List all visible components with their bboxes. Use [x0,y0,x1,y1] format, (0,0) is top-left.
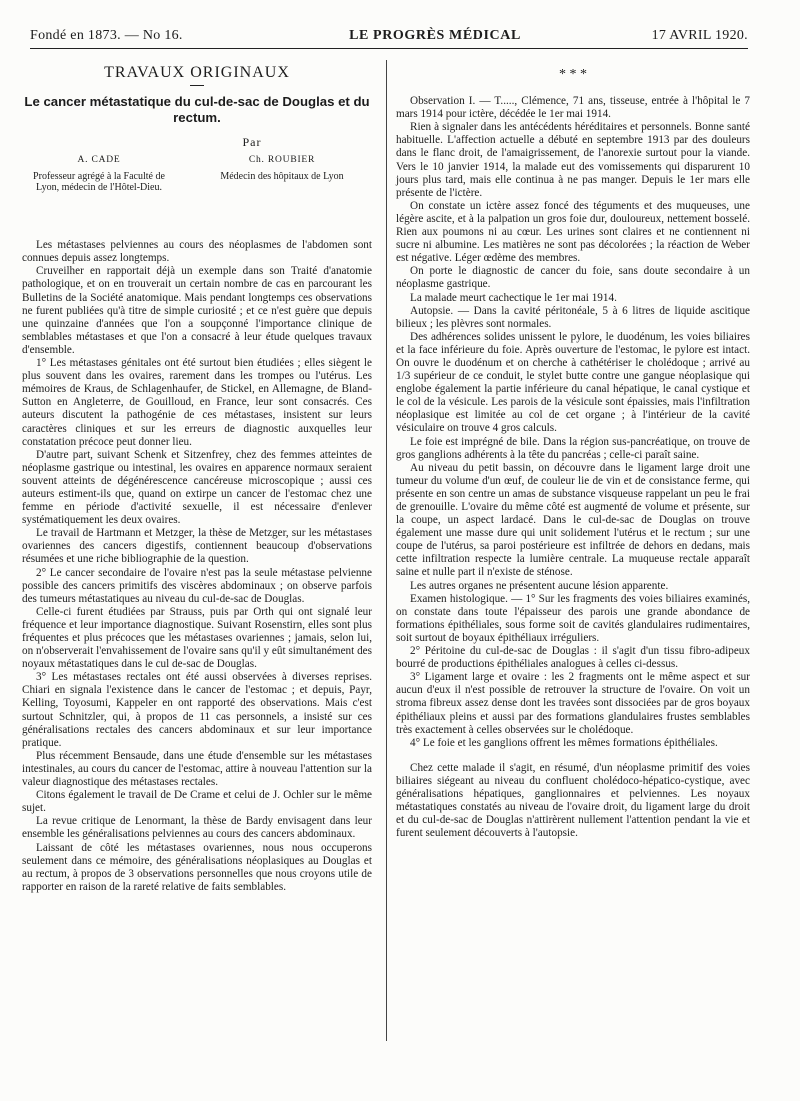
paragraph: Autopsie. — Dans la cavité péritonéale, 5 à 6 litres de liquide ascitique bilieux ; les plèvres sont normales. [396,304,750,330]
paragraph: Les métastases pelviennes au cours des néoplasmes de l'abdomen sont connues depuis assez longtemps. [22,239,372,265]
byline-par: Par [242,135,262,150]
paragraph: Examen histologique. — 1° Sur les fragments des voies biliaires examinés, on constate dans toute l'épaisseur des parois une grande abondance de formations épithéliales, sous forme soit de cavités glandulaires rudimentaires, soit surtout de boyaux épithéliaux irréguliers. [396,592,750,644]
paragraph: 3° Ligament large et ovaire : les 2 fragments ont le même aspect et sur aucun d'eux il n'est possible de retrouver la structure de l'ovaire. On voit un stroma fibreux assez dense dont les travées sont dissociées par de gros boyaux épithéliaux pleins et aussi par des formations glandulaires frustes semblables très exactement à celles observées sur le cholédoque. [396,671,750,736]
paragraph: D'autre part, suivant Schenk et Sitzenfrey, chez des femmes atteintes de néoplasme gastrique ou intestinal, les ovaires en apparence normaux seraient souvent atteints de dégénérescence cancéreuse microscopique ; aussi ces auteurs estiment-ils que, quand on extirpe un cancer de l'estomac chez une femme en période d'activité sexuelle, il est nécessaire d'enlever systématiquement les deux ovaires. [22,448,372,527]
paragraph: 2° Péritoine du cul-de-sac de Douglas : il s'agit d'un tissu fibro-adipeux bourré de productions épithéliales analogues à celles ci-dessus. [396,645,750,671]
journal-title: LE PROGRÈS MÉDICAL [349,28,521,43]
author-1-name: A. CADE [77,155,121,166]
header-date: 17 AVRIL 1920. [651,28,748,43]
paragraph: Au niveau du petit bassin, on découvre dans le ligament large droit une tumeur du volume d'un œuf, de couleur lie de vin et de consistance ferme, qui présente en son centre un amas de substance visqueuse rappelant un peu le frai de grenouille. L'ovaire du même côté est augmenté de volume et présente, sur la coupe, un aspect lardacé. Dans le cul-de-sac de Douglas on trouve également une masse dure qui unit solidement l'utérus et le rectum ; sur une coupe de l'utérus, sa paroi postérieure est infiltrée de dehors en dedans, mais cette infiltration respecte la lumière centrale. La muqueuse rectale apparaît saine et nulle part il n'existe de sténose. [396,461,750,579]
header-founded: Fondé en 1873. — No 16. [30,28,183,43]
paragraph: Rien à signaler dans les antécédents héréditaires et personnels. Bonne santé habituelle. L'affection actuelle a débuté en septembre 1913 par des douleurs dans le flanc droit, de l'amaigrissement, de l'anorexie surtout pour la viande. Vers le 10 janvier 1914, la malade eut des vomissements qui disparurent 10 jours plus tard, mais elle continua à ne pas manger. Depuis le 1er mars elle présente de l'ictère. [396,121,750,199]
running-header [30,28,748,48]
paragraph: Citons également le travail de De Crame et celui de J. Ochler sur le même sujet. [22,789,372,815]
paragraph: Plus récemment Bensaude, dans une étude d'ensemble sur les métastases intestinales, au cours du cancer de l'estomac, attire à nouveau l'attention sur la valeur diagnostique des métastases rectales. [22,749,372,789]
right-column [396,62,750,840]
paragraph-gap [396,750,750,762]
paragraph: Celle-ci furent étudiées par Strauss, puis par Orth qui ont signalé leur fréquence et leur importance diagnostique. Suivant Rosenstirn, elles sont plus fréquentes et plus précoces que les métastases ovariennes ; jamais, selon lui, on n'observerait l'envahissement de l'ovaire sans qu'il y eût simultanément des noyaux métastatiques dans le cul de-sac de Douglas. [22,605,372,671]
paragraph: Le foie est imprégné de bile. Dans la région sus-pancréatique, on trouve de gros ganglions adhérents à la tête du pancréas ; celle-ci paraît saine. [396,435,750,461]
paragraph: 2° Le cancer secondaire de l'ovaire n'est pas la seule métastase pelvienne possible des cancers primitifs des viscères abdominaux ; on observe parfois des tumeurs métastatiques au niveau du cul-de-sac de Douglas. [22,566,372,605]
header-rule [30,48,748,49]
section-separator-stars: * * * [559,67,587,82]
author-2 [192,155,372,182]
author-1 [24,155,174,194]
left-column [22,62,372,894]
column-divider [386,60,387,1041]
section-dash [190,85,204,86]
paragraph: Observation I. — T....., Clémence, 71 ans, tisseuse, entrée à l'hôpital le 7 mars 1914 pour ictère, décédée le 1er mai 1914. [396,95,750,121]
paragraph: Chez cette malade il s'agit, en résumé, d'un néoplasme primitif des voies biliaires siégeant au niveau du confluent cholédoco-hépatico-cystique, avec généralisations hépatiques, ganglionnaires et pelviennes. Les noyaux métastatiques constatés au niveau de l'ovaire droit, du ligament large du droit et du cul-de-sac de Douglas n'attirèrent nullement l'attention pendant la vie et furent seulement découverts à l'autopsie. [396,761,750,840]
paragraph: Les autres organes ne présentent aucune lésion apparente. [410,579,669,592]
paragraph: 3° Les métastases rectales ont été aussi observées à diverses reprises. Chiari en signala l'existence dans le cancer de l'estomac ; et depuis, Payr, Kelling, Toyosumi, Kappeler en ont rapporté des observations. Mais c'est surtout Schnitzler, qui, à propos de 11 cas personnels, a insisté sur ces généralisations rectales des cancers abdominaux et sur leur importance pratique. [22,671,372,749]
paragraph: Le travail de Hartmann et Metzger, la thèse de Metzger, sur les métastases ovariennes des cancers digestifs, contiennent beaucoup d'observations résumées et une riche bibliographie de la question. [22,527,372,566]
paragraph: La malade meurt cachectique le 1er mai 1914. [410,291,617,304]
author-1-affiliation: Professeur agrégé à la Faculté de Lyon, médecin de l'Hôtel-Dieu. [33,170,165,194]
paragraph: Des adhérences solides unissent le pylore, le duodénum, les voies biliaires et la face inférieure du foie. Après ouverture de l'estomac, le pylore est intact. On ouvre le duodénum et on cherche à cathétériser le cholédoque ; arrivé au 1/3 supérieur de ce conduit, le stylet butte contre une gangue néoplasique qui englobe également la partie inférieure du canal hépatique, le canal cystique et le col de la vésicule. Les parois de la vésicule sont épaissies, mais l'infiltration néoplasique est limitée au col de cet organe ; à l'intérieur de la cavité vésiculaire on trouve 4 gros calculs. [396,330,750,435]
paragraph: On constate un ictère assez foncé des téguments et des muqueuses, une légère ascite, et à la palpation un gros foie dur, douloureux, nettement bosselé. Rien aux poumons ni au cœur. Les urines sont claires et ne contiennent ni sucre ni albumine. Les matières ne sont pas décolorées ; la réaction de Weber est négative. Léger œdème des membres. [396,199,750,265]
paragraph: Laissant de côté les métastases ovariennes, nous nous occuperons seulement dans ce mémoire, des généralisations néoplasiques au Douglas et au rectum, à propos de 3 observations personnelles que nous croyons utile de rapporter en raison de la rareté relative de faits semblables. [22,841,372,893]
paragraph: On porte le diagnostic de cancer du foie, sans doute secondaire à un néoplasme gastrique. [396,265,750,291]
section-heading: TRAVAUX ORIGINAUX [104,64,290,81]
author-2-affiliation: Médecin des hôpitaux de Lyon [220,170,344,182]
authors-block [22,155,372,229]
paragraph: 4° Le foie et les ganglions offrent les mêmes formations épithéliales. [410,736,718,749]
article-title: Le cancer métastatique du cul-de-sac de Douglas et du rectum. [24,94,370,126]
paragraph: 1° Les métastases génitales ont été surtout bien étudiées ; elles siègent le plus souvent dans les ovaires, rarement dans les trompes ou l'utérus. Les mémoires de Kraus, de Schlagenhaufer, de Stickel, en Allemagne, de Bland-Sutton en Angleterre, de Gouilloud, en France, leur sont consacrés. Ces auteurs discutent la pathogénie de ces métastases, insistent sur leurs caractères cliniques et sur les erreurs de diagnostic auxquelles leur constatation précoce peut donner lieu. [22,357,372,448]
paragraph: La revue critique de Lenormant, la thèse de Bardy envisagent dans leur ensemble les généralisations pelviennes au cours des cancers abdominaux. [22,815,372,841]
paragraph: Cruveilher en rapportait déjà un exemple dans son Traité d'anatomie pathologique, et on en trouverait un certain nombre de cas en parcourant les Bulletins de la Société anatomique. Mais pendant longtemps ces observations ne furent publiées qu'à titre de simple curiosité ; et ce n'est guère que depuis une quinzaine d'années que l'on a soupçonné l'importance clinique de semblables métastases et que l'on a consacré à leur étude quelques travaux d'ensemble. [22,265,372,356]
author-2-name: Ch. ROUBIER [248,155,316,166]
